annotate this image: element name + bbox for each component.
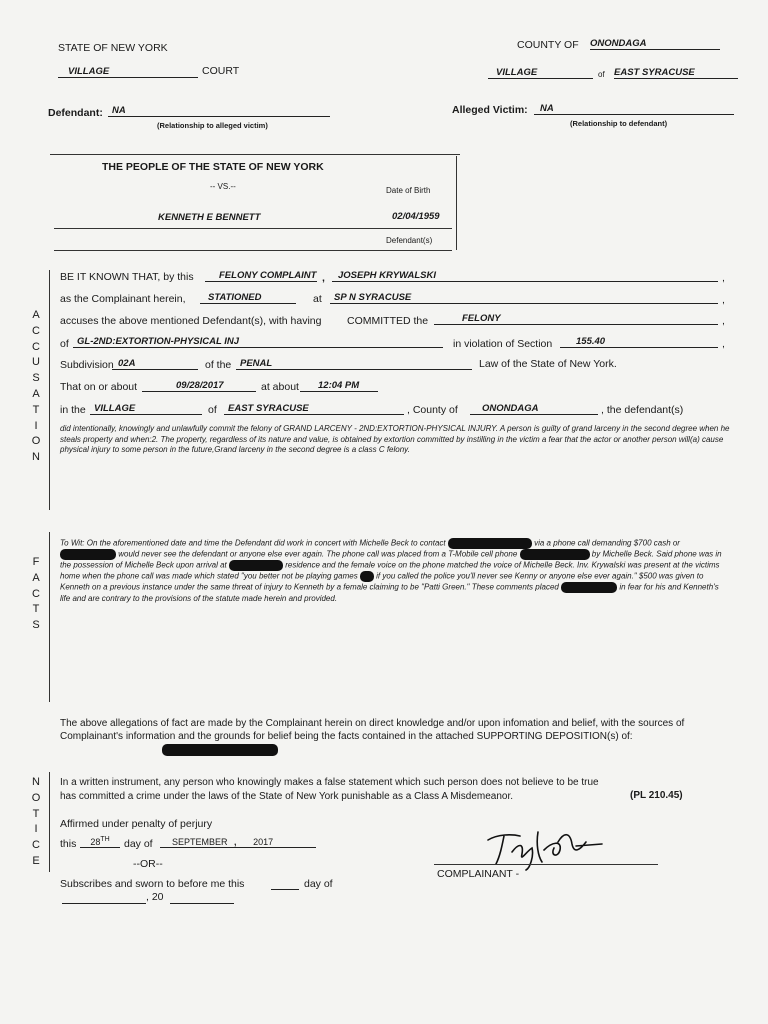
county-label: , County of <box>407 404 458 416</box>
complainant-label: COMPLAINANT - <box>437 868 520 880</box>
redaction <box>360 571 374 582</box>
sidebar-letter: C <box>32 587 40 600</box>
sidebar-letter: A <box>32 387 40 400</box>
complainant-herein: as the Complainant herein, <box>60 293 186 305</box>
at-label: at <box>313 293 322 305</box>
state-heading: STATE OF NEW YORK <box>58 42 168 54</box>
signature-line <box>434 864 658 865</box>
place-type: VILLAGE <box>90 403 202 415</box>
sidebar-letter: O <box>31 435 41 448</box>
court-type: VILLAGE <box>58 66 198 78</box>
caption-name-rule <box>54 228 452 229</box>
county-value: ONONDAGA <box>590 38 720 50</box>
facts-p5: residence and the female voice on the phone matched the voice of Michelle Beck. Inv. Krywalski was present at the victims home when the phone call was made which stated "you better not be playing games <box>60 560 720 581</box>
at-about-label: at about <box>261 381 299 393</box>
affirmed-text: Affirmed under penalty of perjury <box>60 818 213 830</box>
subdivision-label: Subdivision <box>60 359 114 371</box>
redaction <box>162 744 278 756</box>
village-name: EAST SYRACUSE <box>614 67 738 79</box>
of-label: of <box>598 70 605 79</box>
defendant-label: Defendant: <box>48 107 103 119</box>
day-suffix: TH <box>100 836 110 843</box>
defendant-value: NA <box>108 105 330 117</box>
accusation-sidebar <box>30 308 42 466</box>
sidebar-letter: T <box>32 603 40 616</box>
victim-label: Alleged Victim: <box>452 104 528 116</box>
day-of-label: day of <box>124 838 153 850</box>
notice-statute: (PL 210.45) <box>630 790 683 801</box>
day-num: 28 <box>90 837 101 847</box>
caption-top-rule <box>50 154 460 155</box>
subscribed-text: Subscribes and sworn to before me this <box>60 878 245 890</box>
date: 09/28/2017 <box>142 380 256 392</box>
violation-label: in violation of Section <box>453 338 553 350</box>
of-label-2: of <box>208 404 217 416</box>
sworn-year-blank <box>170 902 234 904</box>
sidebar-letter: U <box>32 356 40 369</box>
line1-end-comma: , <box>722 272 725 284</box>
sidebar-letter: N <box>32 776 40 788</box>
sidebar-letter: C <box>32 839 40 852</box>
facts-sidebar <box>30 555 42 634</box>
redaction <box>561 582 617 593</box>
sworn-date-blank <box>62 902 146 904</box>
facts-p2: via a phone call demanding $700 cash or <box>534 538 680 548</box>
of-the-label: of the <box>205 359 232 371</box>
accusation-narrative: did intentionally, knowingly and unlawfully commit the felony of GRAND LARCENY - 2ND:EXTORTION-PHYSICAL INJURY. A person is guilty of grand larceny in the second degree when he steals property and when:2. The property, regardless of its nature and value, is obtained by extortion committed by instilling in the victim a fear that the actor or another person will(a) cause physical injury to some person in the future,Grand larceny in the second degree is a class C felony. <box>60 424 730 454</box>
facts-p7: in fear for his and Kenneth's life and are contrary to the provisions of the statute made herein and provided. <box>60 583 719 603</box>
sidebar-letter: I <box>34 419 38 432</box>
accusation-rule <box>49 270 50 510</box>
sidebar-letter: E <box>32 854 40 867</box>
sidebar-letter: C <box>32 324 40 337</box>
sidebar-letter: C <box>32 340 40 353</box>
law: PENAL <box>236 358 472 370</box>
time: 12:04 PM <box>300 380 378 392</box>
defendants-label: Defendant(s) <box>386 236 433 245</box>
committed-text: COMMITTED the <box>347 315 429 327</box>
law-suffix: Law of the State of New York. <box>479 358 617 370</box>
dob-label: Date of Birth <box>386 186 431 195</box>
day-number <box>80 836 120 848</box>
in-the-label: in the <box>60 404 86 416</box>
redaction <box>520 549 590 560</box>
station: SP N SYRACUSE <box>330 292 718 304</box>
sidebar-letter: S <box>32 619 40 632</box>
month: SEPTEMBER <box>172 837 228 847</box>
sidebar-letter: I <box>34 823 38 836</box>
sidebar-letter: A <box>32 571 40 584</box>
of-label: of <box>60 338 69 350</box>
on-about-label: That on or about <box>60 381 138 393</box>
dob-value: 02/04/1959 <box>392 211 440 222</box>
line3-end-comma: , <box>722 315 725 327</box>
defendants-suffix: , the defendant(s) <box>601 404 684 416</box>
section: 155.40 <box>560 336 718 348</box>
offense: GL-2ND:EXTORTION-PHYSICAL INJ <box>73 336 443 348</box>
complainant-name: JOSEPH KRYWALSKI <box>332 270 718 282</box>
defendant-relationship: (Relationship to alleged victim) <box>157 121 268 130</box>
caption-right-rule <box>456 156 457 250</box>
facts-p6: if you called the police you'll never see Kenny or anyone else ever again." $500 was given to Kenneth on a previous instance under the same threat of injury to Kenneth by a female claiming to be "Patti Green." These comments placed <box>60 571 704 593</box>
sidebar-letter: O <box>31 791 41 804</box>
line2-end-comma: , <box>722 294 725 306</box>
facts-p3: would never see the defendant or anyone else ever again. The phone call was placed from a T-Mobile cell phone <box>118 549 518 559</box>
complaint-type: FELONY COMPLAINT <box>205 270 317 282</box>
facts-p1: To Wit: On the aforementioned date and time the Defendant did work in concert with Michelle Beck to contact <box>60 538 446 548</box>
allegations-text: The above allegations of fact are made by the Complainant herein on direct knowledge and/or upon infomation and belief, with the sources of Complainant's information and the grounds for belief being the facts contained in the attached SUPPORTING DEPOSITION(s) of: <box>60 718 685 742</box>
caption-vs: -- VS.-- <box>210 182 236 191</box>
sidebar-letter: N <box>32 451 40 464</box>
day-of-label-2: day of <box>304 878 333 890</box>
sidebar-letter: T <box>32 807 40 820</box>
county-label: COUNTY OF <box>517 39 579 51</box>
sidebar-letter: F <box>32 556 40 568</box>
or-divider: --OR-- <box>133 858 163 870</box>
year: 2017 <box>253 837 274 847</box>
complaint-comma: , <box>322 272 325 284</box>
accuses-text: accuses the above mentioned Defendant(s), with having <box>60 315 322 327</box>
facts-paragraph <box>60 538 730 604</box>
be-it-known: BE IT KNOWN THAT, by this <box>60 271 194 283</box>
village-right: VILLAGE <box>488 67 593 79</box>
defendant-name: KENNETH E BENNETT <box>158 212 261 223</box>
notice-line1: In a written instrument, any person who knowingly makes a false statement which such person does not believe to be true <box>60 777 599 788</box>
sidebar-letter: A <box>32 309 40 321</box>
sidebar-letter: T <box>32 403 40 416</box>
place: EAST SYRACUSE <box>224 403 404 415</box>
notice-sidebar <box>30 775 42 870</box>
stationed: STATIONED <box>200 292 296 304</box>
court-label: COURT <box>202 65 240 77</box>
notice-line2: has committed a crime under the laws of the State of New York punishable as a Class A Misdemeanor. <box>60 791 514 802</box>
caption-bottom-rule <box>54 250 452 251</box>
sidebar-letter: S <box>32 372 40 385</box>
sworn-day-blank <box>271 888 299 890</box>
victim-value: NA <box>534 103 734 115</box>
notice-rule <box>49 772 50 872</box>
offense-class: FELONY <box>434 313 718 325</box>
redaction <box>229 560 283 571</box>
line4-end-comma: , <box>722 338 725 350</box>
month-year <box>160 837 316 848</box>
redaction <box>60 549 116 560</box>
month-comma: , <box>234 837 237 847</box>
facts-p4: by Michelle Beck. Said phone was in the possession of Michelle Beck upon arrival at <box>60 549 722 570</box>
twenty-label: , 20 <box>146 891 164 903</box>
subdivision: 02A <box>112 358 198 370</box>
redaction <box>448 538 532 549</box>
victim-relationship: (Relationship to defendant) <box>570 119 668 128</box>
this-label: this <box>60 838 77 850</box>
county: ONONDAGA <box>470 403 598 415</box>
caption-title: THE PEOPLE OF THE STATE OF NEW YORK <box>102 161 324 173</box>
facts-rule <box>49 532 50 702</box>
